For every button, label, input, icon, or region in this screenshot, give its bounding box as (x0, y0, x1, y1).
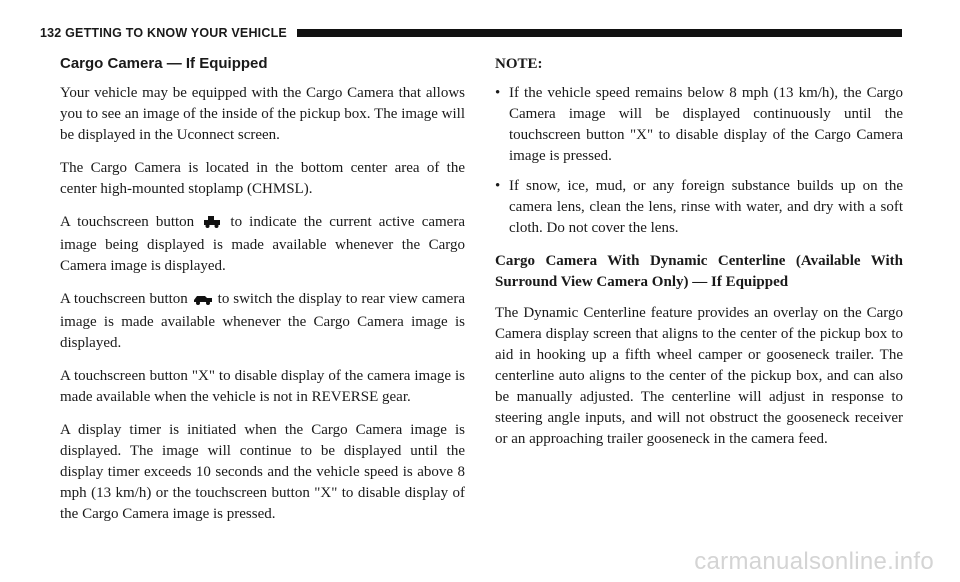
header-rule (297, 29, 902, 37)
bullet: • (495, 85, 501, 101)
note-list (495, 83, 903, 239)
right-column (495, 54, 903, 462)
paragraph: The Cargo Camera is located in the bottom center area of the center high-mounted stoplamp (CHMSL). (60, 160, 465, 197)
bullet: • (495, 178, 501, 194)
list-item-text: If snow, ice, mud, or any foreign substance builds up on the camera lens, clean the lens, rinse with water, and dry with a soft cloth. Do not cover the lens. (509, 178, 903, 236)
section-heading: Cargo Camera — If Equipped (60, 55, 268, 72)
paragraph: Your vehicle may be equipped with the Cargo Camera that allows you to see an image of the inside of the pickup box. The image will be displayed in the Uconnect screen. (60, 85, 465, 143)
list-item-text: If the vehicle speed remains below 8 mph (13 km/h), the Cargo Camera image will be displayed continuously until the touchscreen button "X" to disable display of the Cargo Camera image is pressed. (509, 85, 903, 164)
paragraph: A touchscreen button "X" to disable display of the camera image is made available when the vehicle is not in REVERSE gear. (60, 368, 465, 405)
list-item (495, 83, 903, 167)
text-fragment: A touchscreen button (60, 214, 195, 230)
paragraph: The Dynamic Centerline feature provides an overlay on the Cargo Camera display screen that aligns to the center of the pickup box to aid in hooking up a fifth wheel camper or gooseneck trailer. The centerline auto aligns to the center of the pickup box, and can also be manually adjusted. The centerline will adjust in response to steering angle inputs, and will not obstruct the gooseneck receiver or an approaching trailer gooseneck in the camera feed. (495, 305, 903, 447)
paragraph (60, 289, 465, 354)
page-header (40, 25, 902, 41)
list-item (495, 176, 903, 239)
note-label: NOTE: (495, 56, 543, 72)
paragraph: A display timer is initiated when the Cargo Camera image is displayed. The image will continue to be displayed until the display timer exceeds 10 seconds and the vehicle speed is above 8 mph (13 km/h) or the touchscreen button "X" to disable display of the Cargo Camera image is pressed. (60, 422, 465, 522)
subsection-heading: Cargo Camera With Dynamic Centerline (Available With Surround View Camera Only) — If Equipped (495, 253, 903, 290)
text-fragment: to switch the display to rear view camera image is made available whenever the Cargo Camera image is displayed. (60, 291, 465, 351)
page-number-title: 132 GETTING TO KNOW YOUR VEHICLE (40, 26, 287, 40)
paragraph (60, 212, 465, 277)
text-fragment: to indicate the current active camera image being displayed is made available whenever the Cargo Camera image is displayed. (60, 214, 465, 274)
watermark: carmanualsonline.info (694, 548, 934, 575)
text-fragment: A touchscreen button (60, 291, 188, 307)
left-column (60, 54, 465, 537)
truck-bed-camera-icon (202, 214, 222, 235)
truck-rear-camera-icon (193, 291, 213, 312)
